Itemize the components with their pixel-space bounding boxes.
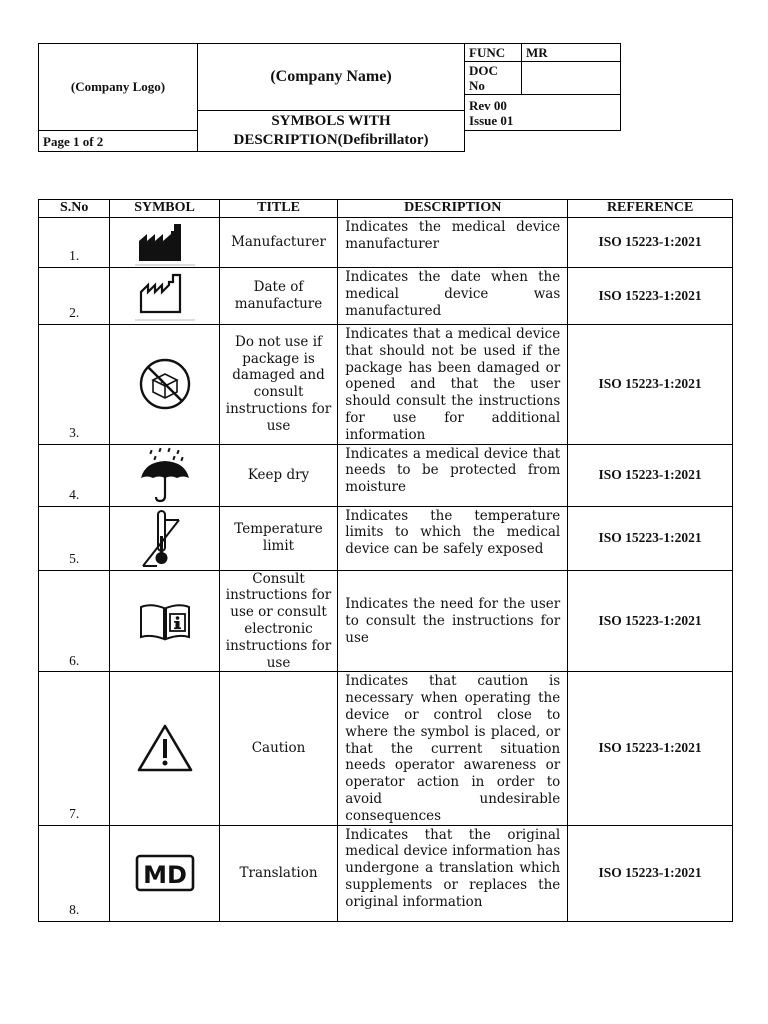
row-title: Translation — [219, 825, 338, 921]
row-title: Caution — [219, 672, 338, 825]
doc-no-value — [522, 62, 621, 95]
row-title: Temperature limit — [219, 506, 338, 570]
date-of-manufacture-icon — [133, 270, 197, 322]
row-reference: ISO 15223-1:2021 — [568, 506, 733, 570]
row-title: Do not use if package is damaged and consult instructions for use — [219, 325, 338, 445]
col-symbol: SYMBOL — [110, 200, 219, 218]
row-reference: ISO 15223-1:2021 — [568, 570, 733, 672]
row-number: 5. — [39, 506, 110, 570]
func-label: FUNC — [465, 44, 522, 62]
row-reference: ISO 15223-1:2021 — [568, 218, 733, 268]
row-title: Keep dry — [219, 444, 338, 506]
row-description: Indicates the medical device manufacturer — [338, 218, 568, 268]
row-title: Date of manufacture — [219, 268, 338, 325]
row-number: 4. — [39, 444, 110, 506]
table-row — [39, 325, 733, 445]
row-number: 7. — [39, 672, 110, 825]
row-number: 2. — [39, 268, 110, 325]
row-description: Indicates that a medical device that should not be used if the package has been damaged or opened and that the user should consult the instructions for use for additional information — [338, 325, 568, 445]
issue-label: Issue 01 — [469, 112, 514, 128]
row-number: 3. — [39, 325, 110, 445]
manufacturer-icon — [133, 219, 197, 267]
row-reference: ISO 15223-1:2021 — [568, 825, 733, 921]
col-reference: REFERENCE — [568, 200, 733, 218]
row-reference: ISO 15223-1:2021 — [568, 444, 733, 506]
row-description: Indicates that the original medical device information has undergone a translation which supplements or replaces the original information — [338, 825, 568, 921]
row-description: Indicates a medical device that needs to be protected from moisture — [338, 444, 568, 506]
table-row — [39, 218, 733, 268]
table-row — [39, 825, 733, 921]
table-row — [39, 444, 733, 506]
title-line-2: DESCRIPTION(Defibrillator) — [233, 132, 429, 148]
row-reference: ISO 15223-1:2021 — [568, 268, 733, 325]
row-title: Consult instructions for use or consult electronic instructions for use — [219, 570, 338, 672]
row-reference: ISO 15223-1:2021 — [568, 325, 733, 445]
translation-md-icon — [134, 853, 196, 893]
rev-issue — [465, 95, 621, 131]
row-number: 8. — [39, 825, 110, 921]
row-number: 1. — [39, 218, 110, 268]
title-line-1: SYMBOLS WITH — [271, 113, 391, 129]
document-header — [38, 43, 621, 152]
company-name: (Company Name) — [198, 44, 465, 111]
caution-triangle-icon — [135, 722, 195, 774]
row-description: Indicates the date when the medical device was manufactured — [338, 268, 568, 325]
rev-label: Rev 00 — [469, 97, 507, 113]
page-number: Page 1 of 2 — [39, 131, 465, 152]
row-description: Indicates that caution is necessary when operating the device or control close to where the symbol is placed, or that the current situation needs operator awareness or operator action in order to avoid undesirable consequences — [338, 672, 568, 825]
company-logo: (Company Logo) — [39, 44, 198, 131]
table-row — [39, 672, 733, 825]
temperature-limit-icon — [137, 508, 193, 568]
keep-dry-umbrella-icon — [137, 446, 193, 504]
table-header-row — [39, 200, 733, 218]
table-row — [39, 268, 733, 325]
table-row — [39, 570, 733, 672]
symbols-table — [38, 199, 733, 922]
func-value: MR — [522, 44, 621, 62]
md-text: MD — [142, 861, 187, 890]
row-title: Manufacturer — [219, 218, 338, 268]
col-description: DESCRIPTION — [338, 200, 568, 218]
table-row — [39, 506, 733, 570]
row-description: Indicates the temperature limits to which the medical device can be safely exposed — [338, 506, 568, 570]
consult-instructions-icon — [137, 599, 193, 643]
doc-no-label: DOC No — [465, 62, 522, 95]
col-title: TITLE — [219, 200, 338, 218]
document-title — [198, 111, 465, 152]
row-description: Indicates the need for the user to consult the instructions for use — [338, 570, 568, 672]
row-reference: ISO 15223-1:2021 — [568, 672, 733, 825]
damaged-package-icon — [137, 356, 193, 412]
row-number: 6. — [39, 570, 110, 672]
col-sno: S.No — [39, 200, 110, 218]
